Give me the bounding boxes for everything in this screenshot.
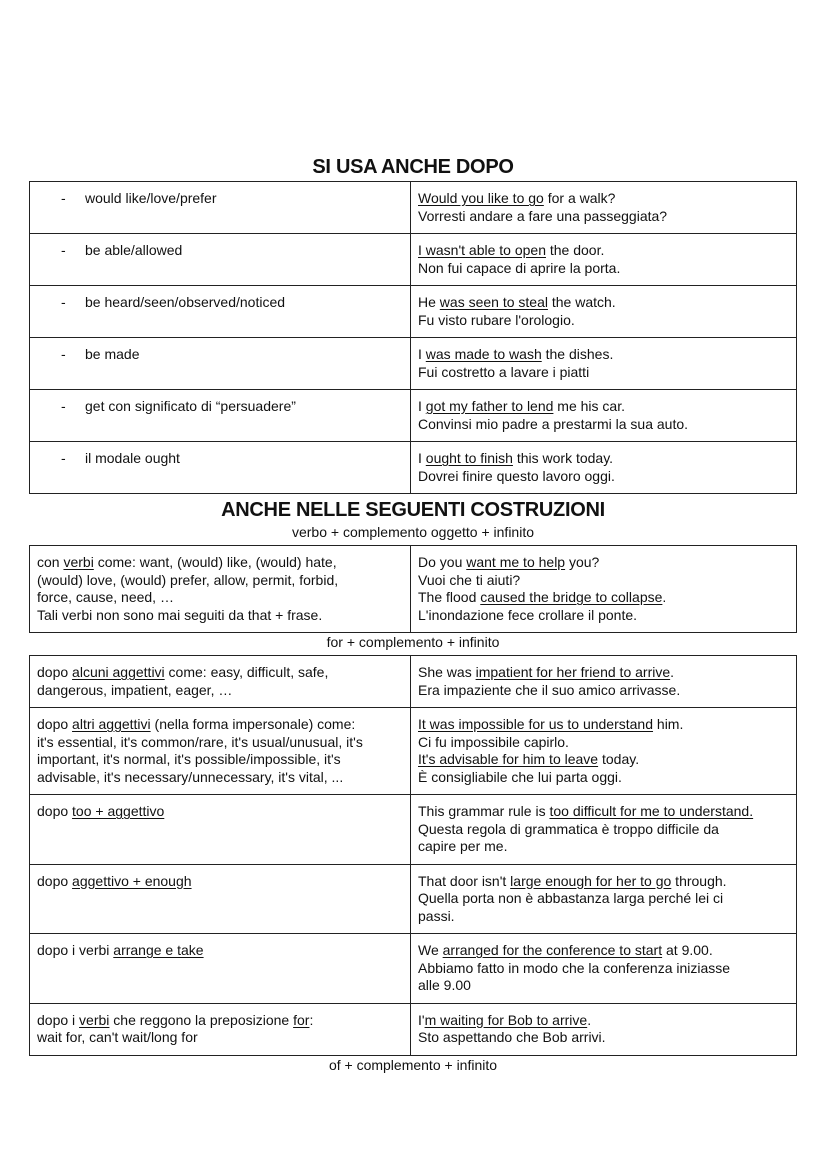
text-line — [37, 803, 403, 821]
text-line — [418, 769, 789, 787]
text-segment: through. — [671, 872, 727, 889]
text-line — [418, 572, 789, 590]
text-line — [418, 1012, 789, 1030]
text-line — [37, 942, 403, 960]
example-cell — [411, 795, 797, 865]
text-line — [37, 682, 403, 700]
rule-cell — [30, 234, 411, 286]
underlined-phrase: altri aggettivi — [72, 716, 151, 732]
text-line — [418, 208, 789, 226]
text-segment: important, it's normal, it's possible/impossible, it's — [37, 751, 341, 767]
text-segment: Vuoi che ti aiuti? — [418, 571, 521, 588]
underlined-phrase: ought to finish — [425, 450, 513, 466]
construction-caption: of + complemento + infinito — [328, 1056, 498, 1073]
underlined-phrase: want me to help — [466, 554, 566, 570]
underlined-phrase: too + aggettivo — [72, 803, 165, 819]
example-cell — [411, 708, 797, 795]
text-line — [418, 942, 789, 960]
underlined-phrase: was seen to steal — [439, 294, 548, 310]
text-segment: advisable, it's necessary/unnecessary, it's vital, ... — [37, 768, 344, 785]
text-line — [37, 190, 403, 208]
table-row — [30, 546, 797, 633]
text-line — [37, 769, 403, 787]
text-line — [37, 450, 403, 468]
section-heading: ANCHE NELLE SEGUENTI COSTRUZIONI — [221, 499, 605, 521]
text-line — [37, 572, 403, 590]
text-line — [418, 682, 789, 700]
rule-cell — [30, 338, 411, 390]
text-segment: I — [418, 398, 426, 414]
table-row — [30, 442, 797, 494]
text-segment: the door. — [545, 242, 605, 258]
text-segment: I' — [418, 1011, 425, 1028]
text-segment: dopo — [37, 716, 73, 732]
text-segment: dopo i — [37, 1011, 80, 1028]
text-segment: dopo — [37, 803, 73, 819]
underlined-phrase: Would you like to go — [418, 190, 544, 206]
bullet-dash: - — [61, 190, 66, 206]
bullet-dash: - — [61, 294, 66, 310]
text-line — [418, 398, 789, 416]
text-line — [418, 242, 789, 260]
rule-cell — [30, 390, 411, 442]
text-segment: That door isn't — [418, 872, 511, 889]
text-segment: The flood — [418, 589, 481, 605]
text-segment: I — [418, 450, 426, 466]
text-segment: Fui costretto a lavare i piatti — [418, 363, 590, 380]
text-line — [418, 294, 789, 312]
text-segment: Era impaziente che il suo amico arrivasse. — [418, 681, 681, 698]
text-segment: Questa regola di grammatica è troppo difficile da — [418, 820, 719, 837]
table-row — [30, 286, 797, 338]
text-segment: come: want, (would) like, (would) hate, — [93, 554, 337, 570]
text-line — [37, 589, 403, 607]
rule-cell — [30, 864, 411, 934]
underlined-phrase: verbi — [63, 554, 94, 570]
table-row — [30, 864, 797, 934]
text-segment: Do you — [418, 554, 467, 570]
text-segment: dangerous, impatient, eager, … — [37, 681, 233, 698]
text-segment: the watch. — [547, 294, 616, 310]
table-row — [30, 234, 797, 286]
text-segment: Sto aspettando che Bob arrivi. — [418, 1029, 606, 1045]
text-line — [418, 1029, 789, 1047]
table-row — [30, 1003, 797, 1055]
bullet-dash: - — [61, 450, 66, 466]
text-segment: Dovrei finire questo lavoro oggi. — [418, 467, 615, 484]
text-line — [418, 450, 789, 468]
text-segment: He — [418, 294, 440, 310]
text-segment: would like/love/prefer — [85, 190, 217, 206]
text-segment: Non fui capace di aprire la porta. — [418, 259, 621, 276]
underlined-phrase: arrange e take — [113, 942, 204, 958]
rule-cell — [30, 1003, 411, 1055]
text-segment: Tali verbi non sono mai seguiti da that + frase. — [37, 606, 323, 623]
text-line — [418, 803, 789, 821]
text-line — [418, 589, 789, 607]
table-row — [30, 338, 797, 390]
text-line — [418, 364, 789, 382]
text-segment: this work today. — [512, 450, 614, 466]
text-segment: him. — [653, 716, 684, 732]
text-line — [37, 1029, 403, 1047]
text-segment: force, cause, need, … — [37, 589, 174, 605]
example-cell — [411, 656, 797, 708]
text-segment: you? — [565, 554, 600, 570]
text-line — [418, 260, 789, 278]
underlined-phrase: It's advisable for him to leave — [418, 751, 599, 767]
underlined-phrase: I wasn't able to open — [418, 242, 546, 258]
grammar-table — [29, 545, 797, 633]
text-segment: alle 9.00 — [418, 977, 471, 993]
text-line — [37, 294, 403, 312]
text-segment: be able/allowed — [85, 242, 183, 258]
rule-cell — [30, 546, 411, 633]
text-segment: This grammar rule is — [418, 803, 550, 819]
text-line — [418, 416, 789, 434]
text-segment: Convinsi mio padre a prestarmi la sua auto. — [418, 415, 689, 432]
text-segment: Abbiamo fatto in modo che la conferenza iniziasse — [418, 959, 731, 976]
construction-caption: for + complemento + infinito — [326, 634, 500, 650]
underlined-phrase: verbi — [79, 1011, 110, 1028]
text-segment: me his car. — [553, 398, 626, 414]
grammar-table — [29, 181, 797, 494]
underlined-phrase: for — [293, 1011, 310, 1028]
example-cell — [411, 182, 797, 234]
bullet-dash: - — [61, 242, 66, 258]
text-line — [37, 554, 403, 572]
underlined-phrase: caused the bridge to collapse — [480, 589, 663, 605]
text-segment: con — [37, 554, 64, 570]
text-segment: È consigliabile che lui parta oggi. — [418, 768, 622, 785]
table-row — [30, 795, 797, 865]
rule-cell — [30, 934, 411, 1004]
text-line — [418, 734, 789, 752]
text-segment: the dishes. — [541, 346, 614, 362]
text-line — [418, 607, 789, 625]
underlined-phrase: impatient for her friend to arrive — [475, 664, 671, 680]
text-line — [37, 873, 403, 891]
example-cell — [411, 1003, 797, 1055]
grammar-table — [29, 655, 797, 1056]
text-segment: wait for, can't wait/long for — [37, 1029, 198, 1045]
text-line — [37, 242, 403, 260]
underlined-phrase: got my father to lend — [425, 398, 554, 414]
example-cell — [411, 390, 797, 442]
underlined-phrase: m waiting for Bob to arrive — [424, 1011, 588, 1028]
text-line — [418, 908, 789, 926]
spacer — [29, 494, 797, 496]
rule-cell — [30, 286, 411, 338]
text-segment: . — [587, 1011, 592, 1028]
text-line — [37, 398, 403, 416]
text-line — [418, 312, 789, 330]
underlined-phrase: too difficult for me to understand. — [549, 803, 754, 819]
text-line — [37, 1012, 403, 1030]
text-segment: She was — [418, 664, 476, 680]
text-segment: at 9.00. — [662, 942, 713, 958]
section-title: SI USA ANCHE DOPO — [312, 156, 514, 178]
table-row — [30, 708, 797, 795]
underlined-phrase: aggettivo + enough — [72, 872, 192, 889]
table-row — [30, 390, 797, 442]
text-line — [418, 346, 789, 364]
text-segment: Fu visto rubare l'orologio. — [418, 311, 575, 328]
text-segment: come: easy, difficult, safe, — [164, 664, 329, 680]
text-segment: be heard/seen/observed/noticed — [85, 294, 286, 310]
text-segment: . — [662, 589, 667, 605]
text-line — [418, 716, 789, 734]
text-segment: L'inondazione fece crollare il ponte. — [418, 606, 638, 623]
example-cell — [411, 864, 797, 934]
text-line — [418, 468, 789, 486]
bullet-dash: - — [61, 346, 66, 362]
text-line — [418, 977, 789, 995]
text-segment: get con significato di “persuadere” — [85, 398, 296, 414]
underlined-phrase: It was impossible for us to understand — [418, 716, 654, 732]
text-line — [37, 664, 403, 682]
text-segment: dopo — [37, 664, 73, 680]
table-row — [30, 934, 797, 1004]
text-segment: capire per me. — [418, 838, 508, 854]
underlined-phrase: arranged for the conference to start — [442, 942, 663, 958]
text-line — [37, 751, 403, 769]
text-segment: dopo — [37, 872, 73, 889]
text-segment: . — [670, 664, 675, 680]
text-segment: it's essential, it's common/rare, it's usual/unusual, it's — [37, 733, 363, 750]
table-row — [30, 656, 797, 708]
text-line — [418, 664, 789, 682]
text-line — [418, 821, 789, 839]
text-segment: (would) love, (would) prefer, allow, permit, forbid, — [37, 571, 339, 588]
text-line — [37, 734, 403, 752]
example-cell — [411, 286, 797, 338]
text-segment: We — [418, 942, 443, 958]
rule-cell — [30, 708, 411, 795]
text-segment: be made — [85, 346, 140, 362]
text-segment: Vorresti andare a fare una passeggiata? — [418, 207, 668, 224]
rule-cell — [30, 795, 411, 865]
text-line — [37, 607, 403, 625]
example-cell — [411, 442, 797, 494]
text-segment: : — [309, 1011, 314, 1028]
text-segment: Ci fu impossibile capirlo. — [418, 733, 569, 750]
text-line — [418, 751, 789, 769]
example-cell — [411, 546, 797, 633]
underlined-phrase: alcuni aggettivi — [72, 664, 165, 680]
text-segment: Quella porta non è abbastanza larga perché lei ci — [418, 890, 724, 906]
text-line — [418, 554, 789, 572]
underlined-phrase: was made to wash — [425, 346, 542, 362]
example-cell — [411, 934, 797, 1004]
table-row — [30, 182, 797, 234]
construction-caption: verbo + complemento oggetto + infinito — [291, 524, 535, 540]
text-line — [418, 890, 789, 908]
text-line — [418, 873, 789, 891]
document-page — [29, 153, 797, 1078]
text-segment: I — [418, 346, 426, 362]
rule-cell — [30, 656, 411, 708]
underlined-phrase: large enough for her to go — [510, 872, 672, 889]
text-segment: che reggono la preposizione — [109, 1011, 294, 1028]
text-segment: today. — [598, 751, 640, 767]
text-line — [418, 838, 789, 856]
rule-cell — [30, 182, 411, 234]
example-cell — [411, 338, 797, 390]
text-segment: for a walk? — [543, 190, 616, 206]
text-segment: il modale ought — [85, 450, 180, 466]
bullet-dash: - — [61, 398, 66, 414]
rule-cell — [30, 442, 411, 494]
text-segment: dopo i verbi — [37, 942, 114, 958]
text-segment: (nella forma impersonale) come: — [150, 716, 356, 732]
text-line — [418, 190, 789, 208]
text-segment: passi. — [418, 907, 455, 924]
text-line — [418, 960, 789, 978]
text-line — [37, 346, 403, 364]
text-line — [37, 716, 403, 734]
example-cell — [411, 234, 797, 286]
